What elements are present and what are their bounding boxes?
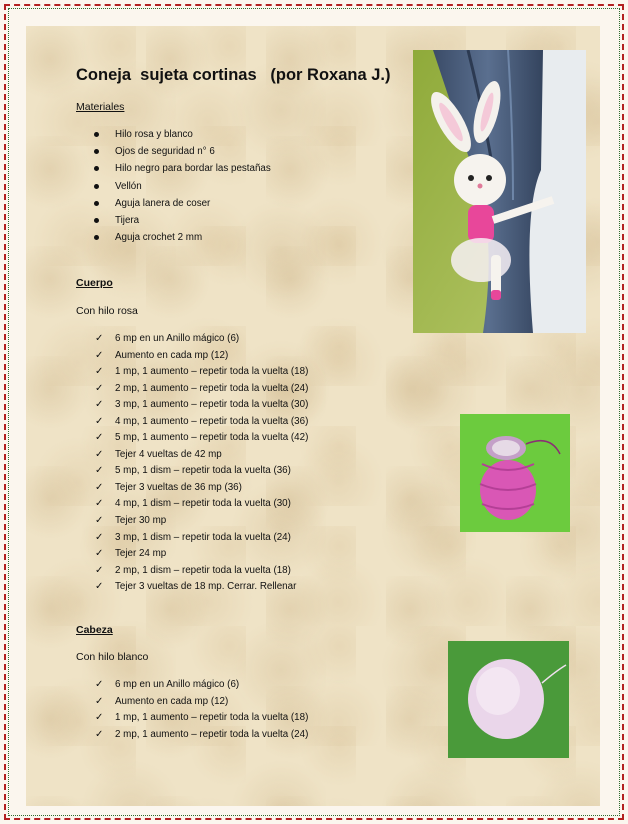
bullet-icon [94,184,99,189]
bullet-icon [94,201,99,206]
white-head-photo [448,641,569,758]
checkmark-icon: ✓ [95,415,104,427]
body-step-item [95,331,308,348]
material-item [92,160,271,177]
body-step-text: 6 mp en un Anillo mágico (6) [115,333,240,344]
materials-heading: Materiales [76,101,125,113]
material-item [92,229,271,246]
body-step-text: 3 mp, 1 dism – repetir toda la vuelta (24) [115,531,291,543]
material-text: Tijera [115,214,140,226]
head-step-text: 2 mp, 1 aumento – repetir toda la vuelta (24) [115,728,309,740]
checkmark-icon: ✓ [95,695,104,707]
material-item [92,143,271,160]
checkmark-icon: ✓ [95,531,104,543]
material-item [92,178,271,195]
bullet-icon [94,149,99,154]
body-step-text: 1 mp, 1 aumento – repetir toda la vuelta (18) [115,366,309,378]
material-text: Hilo negro para bordar las pestañas [115,163,271,175]
checkmark-icon: ✓ [95,728,104,740]
checkmark-icon: ✓ [95,333,104,344]
head-step-item [95,727,308,744]
checkmark-icon: ✓ [95,399,104,411]
body-step-item [95,496,308,513]
body-step-text: 4 mp, 1 dism – repetir toda la vuelta (30) [115,498,291,510]
body-step-text: Tejer 3 vueltas de 36 mp (36) [115,481,242,493]
checkmark-icon: ✓ [95,366,104,378]
pink-body-photo [460,414,570,532]
bullet-icon [94,166,99,171]
body-step-text: 5 mp, 1 dism – repetir toda la vuelta (36) [115,465,291,477]
checkmark-icon: ✓ [95,448,104,460]
body-yarn-note: Con hilo rosa [76,305,138,317]
material-text: Aguja lanera de coser [115,197,211,209]
checkmark-icon: ✓ [95,712,104,724]
body-step-item [95,430,308,447]
checkmark-icon: ✓ [95,349,104,361]
body-steps-list [95,331,308,596]
body-step-item [95,563,308,580]
body-step-item [95,513,308,530]
body-step-item [95,546,308,563]
checkmark-icon: ✓ [95,581,104,593]
checkmark-icon: ✓ [95,498,104,510]
body-step-item [95,414,308,431]
checkmark-icon: ✓ [95,548,104,560]
head-step-item [95,677,308,694]
checkmark-icon: ✓ [95,481,104,493]
body-step-item [95,348,308,365]
bullet-icon [94,235,99,240]
checkmark-icon: ✓ [95,679,104,690]
bunny-curtain-photo [413,50,586,333]
material-item [92,126,271,143]
head-step-text: 1 mp, 1 aumento – repetir toda la vuelta (18) [115,712,309,724]
body-step-text: Tejer 24 mp [115,548,167,560]
checkmark-icon: ✓ [95,515,104,527]
materials-list [92,126,271,246]
body-heading: Cuerpo [76,277,113,289]
checkmark-icon: ✓ [95,465,104,477]
body-step-text: 5 mp, 1 aumento – repetir toda la vuelta (42) [115,432,309,444]
body-step-item [95,480,308,497]
body-step-item [95,530,308,547]
body-step-text: 4 mp, 1 aumento – repetir toda la vuelta (36) [115,415,309,427]
page-title: Coneja sujeta cortinas (por Roxana J.) [76,66,391,84]
body-step-text: Tejer 30 mp [115,515,167,527]
body-step-text: Tejer 3 vueltas de 18 mp. Cerrar. Rellenar [115,581,297,593]
head-steps-list [95,677,308,743]
bullet-icon [94,218,99,223]
head-step-text: Aumento en cada mp (12) [115,695,229,707]
body-step-text: Aumento en cada mp (12) [115,349,229,361]
head-heading: Cabeza [76,624,113,636]
head-step-item [95,694,308,711]
body-step-text: 3 mp, 1 aumento – repetir toda la vuelta (30) [115,399,309,411]
material-item [92,212,271,229]
body-step-item [95,447,308,464]
body-step-text: 2 mp, 1 aumento – repetir toda la vuelta (24) [115,382,309,394]
material-text: Vellón [115,180,142,192]
body-step-item [95,381,308,398]
head-step-item [95,710,308,727]
checkmark-icon: ✓ [95,564,104,576]
body-step-text: Tejer 4 vueltas de 42 mp [115,448,222,460]
material-text: Hilo rosa y blanco [115,129,193,140]
body-step-item [95,364,308,381]
material-text: Ojos de seguridad n° 6 [115,146,215,158]
bullet-icon [94,132,99,137]
head-step-text: 6 mp en un Anillo mágico (6) [115,679,240,690]
material-text: Aguja crochet 2 mm [115,232,203,244]
body-step-item [95,463,308,480]
body-step-item [95,397,308,414]
body-step-text: 2 mp, 1 dism – repetir toda la vuelta (18) [115,564,291,576]
body-step-item [95,579,308,596]
material-item [92,195,271,212]
checkmark-icon: ✓ [95,432,104,444]
head-yarn-note: Con hilo blanco [76,651,149,663]
checkmark-icon: ✓ [95,382,104,394]
